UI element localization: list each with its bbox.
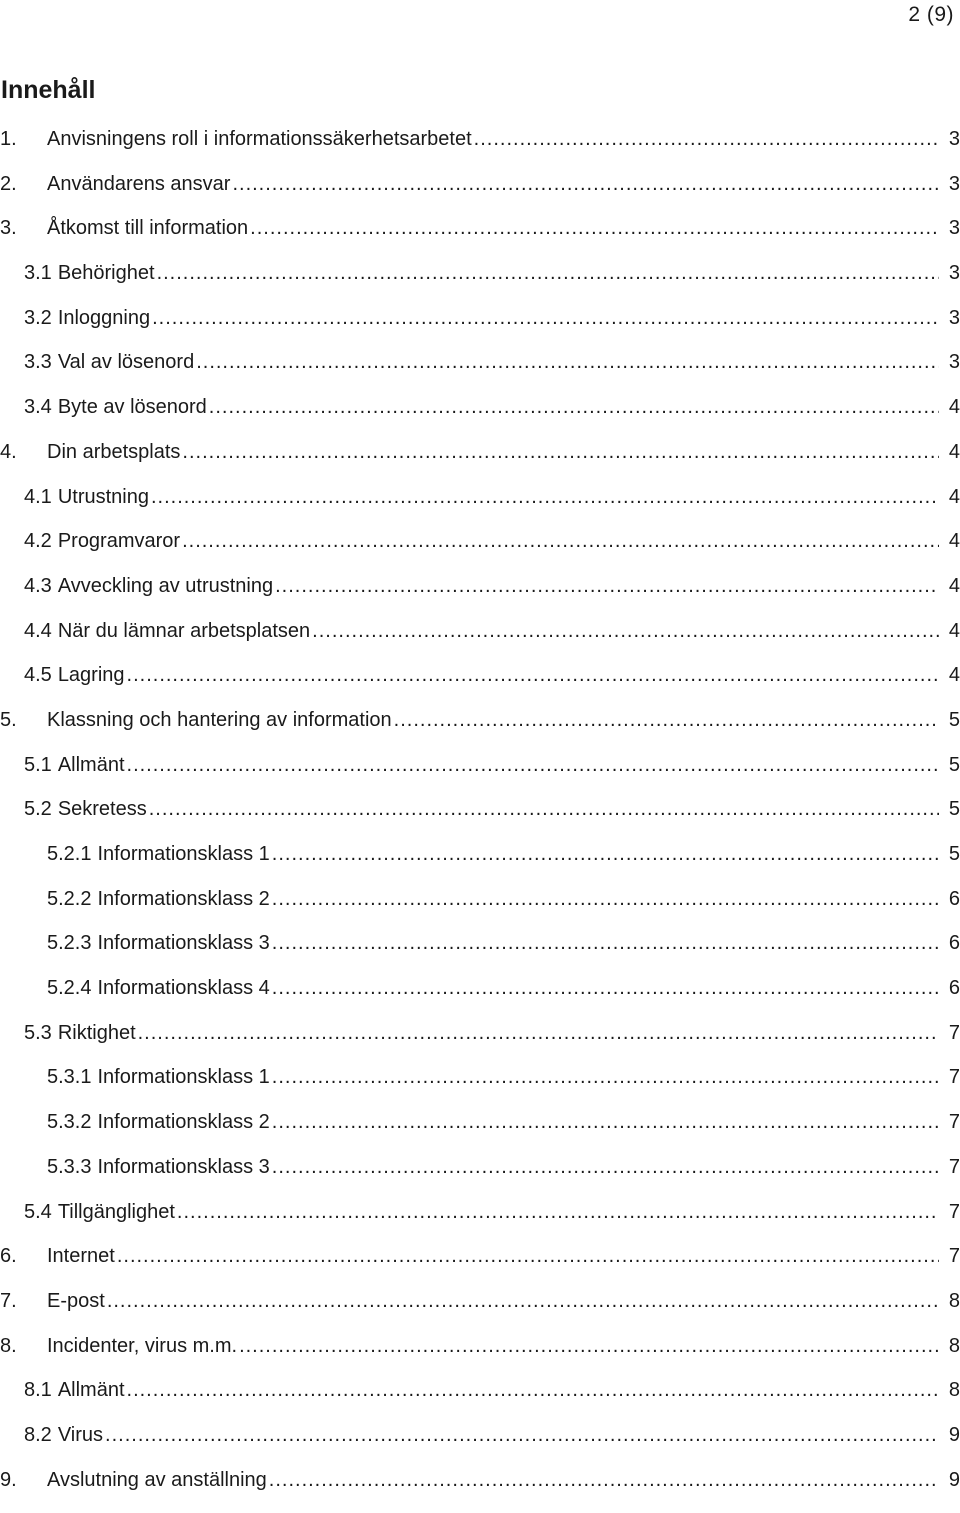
toc-entry-title: Informationsklass 1 [97,843,270,865]
toc-entry-page: 3 [948,262,960,285]
toc-dot-leader [117,1245,939,1268]
toc-entry-page: 8 [948,1379,960,1402]
toc-dot-leader [272,1111,939,1134]
toc-entry-page: 6 [948,977,960,1000]
toc-entry-page: 3 [948,306,960,329]
toc-entry-title: Informationsklass 2 [97,887,270,910]
toc-entry-number: 8.1 [24,1379,52,1402]
toc-entry[interactable] [0,262,960,307]
toc-entry-page: 4 [948,440,960,463]
toc-entry-title: Inloggning [57,306,151,329]
toc-entry[interactable] [0,1111,960,1156]
toc-entry[interactable] [0,575,960,620]
toc-dot-leader [272,888,939,911]
toc-entry-title: Klassning och hantering av information [47,708,392,731]
toc-entry[interactable] [0,1469,960,1513]
toc-entry[interactable] [0,843,960,888]
toc-entry-page: 8 [948,1334,960,1357]
toc-entry[interactable] [0,754,960,799]
toc-dot-leader [272,843,939,866]
toc-entry-page: 4 [948,664,960,687]
toc-entry[interactable] [0,932,960,977]
toc-entry[interactable] [0,396,960,441]
toc-entry-title: Incidenter, virus m.m. [47,1334,238,1357]
toc-entry-page: 7 [948,1021,960,1044]
toc-entry-number: 5.2.3 [47,932,92,955]
toc-entry[interactable] [0,530,960,575]
toc-entry-page: 6 [948,887,960,910]
toc-entry-title: Riktighet [57,1021,136,1044]
toc-dot-leader [182,530,939,553]
toc-entry-title: När du lämnar arbetsplatsen [57,619,311,642]
toc-entry-title: Användarens ansvar [47,172,231,195]
toc-entry-page: 5 [948,753,960,776]
toc-entry-page: 4 [948,396,960,419]
toc-entry-title: Åtkomst till information [47,217,249,240]
toc-dot-leader [275,575,939,598]
toc-dot-leader [239,1335,939,1358]
toc-dot-leader [250,217,939,240]
toc-entry-page: 9 [948,1468,960,1491]
toc-entry-page: 5 [948,798,960,821]
toc-entry-number: 5.2 [24,798,52,821]
toc-dot-leader [149,798,939,821]
toc-entry-page: 8 [948,1289,960,1312]
toc-dot-leader [474,128,939,151]
toc-entry-page: 4 [948,485,960,508]
toc-dot-leader [105,1424,939,1447]
toc-entry-title: Virus [57,1423,104,1446]
toc-dot-leader [272,977,939,1000]
toc-entry[interactable] [0,307,960,352]
toc-entry-number: 4.4 [24,619,52,642]
toc-entry-number: 5.4 [24,1200,52,1223]
toc-entry-title: Anvisningens roll i informationssäkerhetsarbetet [47,128,472,150]
toc-dot-leader [269,1469,939,1492]
toc-entry-title: Utrustning [57,485,149,508]
toc-entry-number: 4.2 [24,530,52,553]
toc-entry-number: 5.2.4 [47,977,92,1000]
toc-entry-title: Informationsklass 1 [97,1066,270,1089]
toc-dot-leader [127,754,939,777]
toc-entry-title: Sekretess [57,798,147,821]
toc-entry-number: 5.1 [24,753,52,776]
toc-entry[interactable] [0,1290,960,1335]
toc-entry-title: Allmänt [57,753,125,776]
toc-entry-title: Tillgänglighet [57,1200,175,1223]
toc-dot-leader [138,1022,939,1045]
toc-dot-leader [196,351,939,374]
toc-entry-title: Informationsklass 4 [97,977,270,1000]
toc-entry-title: Informationsklass 3 [97,932,270,955]
toc-dot-leader [312,620,939,643]
toc-entry-number: 4.3 [24,574,52,597]
toc-dot-leader [152,307,939,330]
toc-entry[interactable] [0,1156,960,1201]
toc-entry-number: 4. [0,440,17,463]
toc-entry-number: 3.2 [24,306,52,329]
toc-entry-number: 6. [0,1245,17,1268]
toc-dot-leader [272,1066,939,1089]
toc-entry-number: 9. [0,1468,17,1491]
toc-entry-title: E-post [47,1289,105,1312]
toc-dot-leader [177,1201,939,1224]
toc-entry-number: 3. [0,217,17,240]
toc-entry-number: 3.1 [24,262,52,285]
table-of-contents [0,128,960,1513]
toc-entry[interactable] [0,486,960,531]
toc-entry-title: Avslutning av anställning [47,1468,267,1491]
toc-entry-title: Informationsklass 3 [97,1155,270,1178]
toc-entry[interactable] [0,1245,960,1290]
toc-entry-page: 3 [948,128,960,150]
toc-entry[interactable] [0,1066,960,1111]
toc-entry[interactable] [0,664,960,709]
toc-dot-leader [272,1156,939,1179]
toc-entry-number: 5.3.1 [47,1066,92,1089]
toc-entry-title: Val av lösenord [57,351,195,374]
toc-entry-number: 5.3.2 [47,1111,92,1134]
toc-entry-page: 3 [948,351,960,374]
toc-entry[interactable] [0,1424,960,1469]
toc-entry-number: 8. [0,1334,17,1357]
toc-entry-page: 7 [948,1066,960,1089]
toc-entry[interactable] [0,620,960,665]
toc-entry-title: Internet [47,1245,115,1268]
toc-dot-leader [182,441,939,464]
toc-entry-number: 5.3 [24,1021,52,1044]
toc-dot-leader [394,709,939,732]
toc-entry-number: 7. [0,1289,17,1312]
toc-dot-leader [209,396,939,419]
toc-entry-number: 4.5 [24,664,52,687]
toc-entry-page: 9 [948,1423,960,1446]
toc-entry-page: 3 [948,172,960,195]
page-number: 2 (9) [908,3,954,26]
toc-entry-page: 7 [948,1200,960,1223]
toc-entry[interactable] [0,1379,960,1424]
toc-entry[interactable] [0,709,960,754]
toc-entry-page: 7 [948,1245,960,1268]
toc-entry-page: 5 [948,843,960,865]
toc-entry-page: 6 [948,932,960,955]
toc-entry-number: 3.3 [24,351,52,374]
toc-entry[interactable] [0,441,960,486]
toc-entry-number: 1. [0,128,17,150]
toc-entry-title: Allmänt [57,1379,125,1402]
toc-heading: Innehåll [1,76,96,104]
toc-entry-page: 4 [948,530,960,553]
toc-entry-number: 3.4 [24,396,52,419]
toc-entry-page: 7 [948,1155,960,1178]
toc-entry-page: 3 [948,217,960,240]
toc-entry-number: 8.2 [24,1423,52,1446]
toc-entry-number: 5. [0,708,17,731]
toc-entry[interactable] [0,798,960,843]
toc-entry-title: Behörighet [57,262,155,285]
toc-dot-leader [232,173,939,196]
toc-dot-leader [151,486,939,509]
toc-dot-leader [272,932,939,955]
toc-entry[interactable] [0,977,960,1022]
toc-entry[interactable] [0,351,960,396]
toc-dot-leader [127,1379,939,1402]
toc-entry[interactable] [0,1335,960,1380]
toc-entry[interactable] [0,217,960,262]
toc-entry[interactable] [0,173,960,218]
toc-entry-page: 5 [948,708,960,731]
toc-entry[interactable] [0,888,960,933]
toc-entry-number: 4.1 [24,485,52,508]
toc-entry-page: 4 [948,619,960,642]
toc-entry-title: Informationsklass 2 [97,1111,270,1134]
toc-entry-page: 4 [948,574,960,597]
toc-entry-title: Lagring [57,664,125,687]
toc-entry[interactable] [0,1201,960,1246]
toc-entry-title: Programvaror [57,530,181,553]
toc-entry[interactable] [0,1022,960,1067]
toc-dot-leader [157,262,939,285]
toc-dot-leader [127,664,939,687]
toc-entry-title: Byte av lösenord [57,396,207,419]
toc-entry-number: 5.2.1 [47,843,92,865]
toc-entry-page: 7 [948,1111,960,1134]
toc-entry[interactable] [0,128,960,173]
toc-entry-number: 5.3.3 [47,1155,92,1178]
toc-entry-number: 5.2.2 [47,887,92,910]
toc-entry-title: Din arbetsplats [47,440,181,463]
toc-entry-title: Avveckling av utrustning [57,574,274,597]
toc-dot-leader [107,1290,939,1313]
toc-entry-number: 2. [0,172,17,195]
